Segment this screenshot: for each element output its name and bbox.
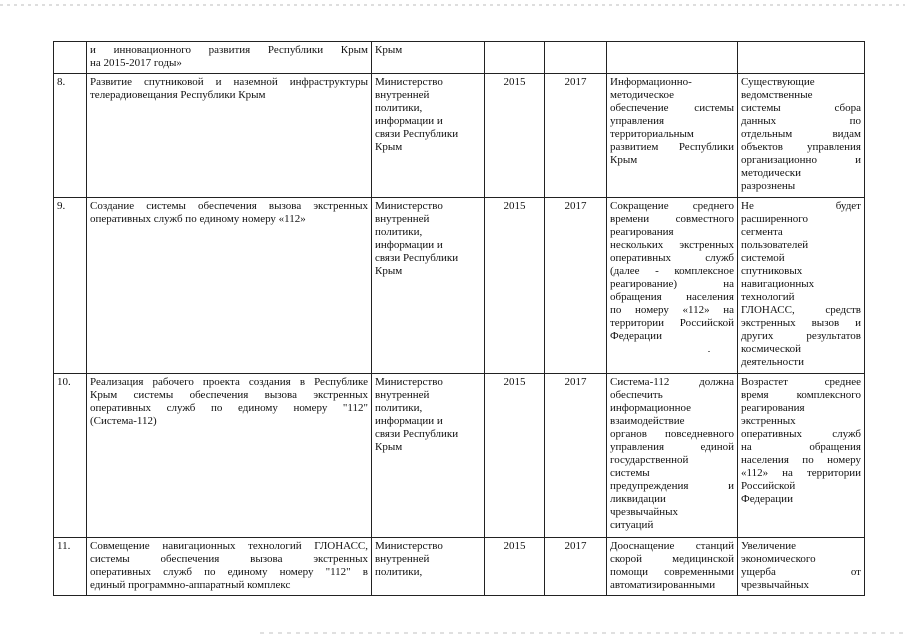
executor-cell — [372, 538, 485, 596]
result-line: предупреждения и — [610, 480, 734, 492]
effect-line: Увеличение — [741, 540, 797, 552]
effect-line: «112» на территории — [741, 467, 861, 479]
exec-line: Министерство — [375, 76, 443, 88]
effect-line: деятельности — [741, 356, 804, 368]
measure-title-cell — [87, 538, 372, 596]
expected-result-cell — [607, 198, 738, 374]
result-line: системы — [610, 467, 650, 479]
result-line: территориальным — [610, 128, 694, 140]
title-line: (Система-112) — [90, 415, 157, 427]
effect-line: системой — [741, 252, 785, 264]
row-number-cell: 8. — [54, 74, 87, 198]
result-line: времени совместного — [610, 213, 734, 225]
result-line: Дооснащение станций — [610, 540, 734, 552]
exec-line: Министерство — [375, 376, 443, 388]
consequence-cell — [738, 374, 865, 538]
effect-line: организационно и — [741, 154, 861, 166]
start-year-cell: 2015 — [485, 74, 545, 198]
title-line: оперативных служб по единому номеру "112" — [90, 402, 368, 414]
effect-line: Возрастет среднее — [741, 376, 861, 388]
result-line: Федерации — [610, 330, 662, 342]
exec-line: политики, — [375, 102, 423, 114]
effect-line: ущерба от — [741, 566, 861, 578]
result-line: информационное — [610, 402, 692, 414]
end-year-cell: 2017 — [545, 74, 607, 198]
exec-line: информации и — [375, 115, 443, 127]
effect-line: спутниковых — [741, 265, 803, 277]
effect-line: ведомственные — [741, 89, 813, 101]
exec-line: связи Республики — [375, 252, 459, 264]
table-body — [54, 42, 865, 596]
exec-line: Министерство — [375, 200, 443, 212]
title-line: системы обеспечения вызова экстренных — [90, 553, 368, 565]
exec-line: внутренней — [375, 389, 430, 401]
expected-result-cell — [607, 538, 738, 596]
start-year-cell: 2015 — [485, 374, 545, 538]
result-line: ситуаций — [610, 519, 654, 531]
end-year-cell — [545, 42, 607, 74]
exec-line: политики, — [375, 402, 423, 414]
result-line: органов повседневного — [610, 428, 734, 440]
measure-title-cell — [87, 198, 372, 374]
measure-title-cell — [87, 74, 372, 198]
result-line: Информационно- — [610, 76, 692, 88]
effect-line: экономического — [741, 553, 816, 565]
result-line: ликвидации — [610, 493, 666, 505]
title-line: телерадиовещания Республики Крым — [90, 89, 266, 101]
start-year-cell — [485, 42, 545, 74]
effect-line: населения по номеру — [741, 454, 861, 466]
effect-line: Федерации — [741, 493, 793, 505]
measure-title-cell — [87, 374, 372, 538]
effect-line: на обращения — [741, 441, 861, 453]
exec-line: Министерство — [375, 540, 443, 552]
result-line: скорой медицинской — [610, 553, 734, 565]
expected-result-cell — [607, 374, 738, 538]
executor-cell — [372, 198, 485, 374]
exec-line: информации и — [375, 239, 443, 251]
exec-line: внутренней — [375, 89, 430, 101]
result-line: развитием Республики — [610, 141, 734, 153]
table-row — [54, 198, 865, 374]
title-line: единый программно-аппаратный комплекс — [90, 579, 291, 591]
title-line: Реализация рабочего проекта создания в Республике — [90, 376, 368, 388]
title-line: Создание системы обеспечения вызова экстренных — [90, 200, 368, 212]
result-line: обеспечить — [610, 389, 663, 401]
exec-line: связи Республики — [375, 428, 459, 440]
row-number-cell: 10. — [54, 374, 87, 538]
exec-line: Крым — [375, 441, 403, 453]
title-line: Развитие спутниковой и наземной инфраструктуры — [90, 76, 368, 88]
executor-cell — [372, 74, 485, 198]
exec-line: политики, — [375, 566, 423, 578]
consequence-cell — [738, 538, 865, 596]
effect-line: методически — [741, 167, 801, 179]
effect-line: экстренных — [741, 415, 796, 427]
effect-line: расширенного — [741, 213, 809, 225]
effect-line: системы сбора — [741, 102, 861, 114]
title-line: на 2015-2017 годы» — [90, 57, 182, 69]
end-year-cell: 2017 — [545, 198, 607, 374]
effect-line: Российской — [741, 480, 796, 492]
result-line: взаимодействие — [610, 415, 685, 427]
scan-artifact-bottom — [260, 632, 905, 634]
effect-line: навигационных — [741, 278, 815, 290]
row-number-cell: 9. — [54, 198, 87, 374]
result-line: по номеру «112» на — [610, 304, 734, 316]
effect-line: других результатов — [741, 330, 861, 342]
result-line: обеспечение системы — [610, 102, 734, 114]
effect-line: чрезвычайных — [741, 579, 810, 591]
effect-line: отдельным видам — [741, 128, 861, 140]
result-line: управления — [610, 115, 665, 127]
scan-artifact-top — [0, 4, 905, 6]
result-line: территории Российской — [610, 317, 734, 329]
result-line: реагирование) на — [610, 278, 734, 290]
table-row — [54, 374, 865, 538]
effect-line: объектов управления — [741, 141, 861, 153]
effect-line: сегмента — [741, 226, 783, 238]
result-line: государственной — [610, 454, 689, 466]
expected-result-cell — [607, 74, 738, 198]
result-line: методическое — [610, 89, 675, 101]
table-row — [54, 42, 865, 74]
scan-speck — [708, 351, 710, 352]
effect-line: данных по — [741, 115, 861, 127]
title-line: и инновационного развития Республики Крым — [90, 44, 368, 56]
result-line: реагирования — [610, 226, 674, 238]
exec-line: связи Республики — [375, 128, 459, 140]
result-line: управления единой — [610, 441, 734, 453]
table-row — [54, 74, 865, 198]
expected-result-cell — [607, 42, 738, 74]
executor-cell — [372, 374, 485, 538]
effect-line: разрознены — [741, 180, 796, 192]
result-line: (далее - комплексное — [610, 265, 734, 277]
result-line: Крым — [610, 154, 638, 166]
title-line: Совмещение навигационных технологий ГЛОНАСС, — [90, 540, 368, 552]
effect-line: экстренных вызов и — [741, 317, 861, 329]
result-line: обращения населения — [610, 291, 734, 303]
exec-line: Крым — [375, 44, 403, 56]
exec-line: Крым — [375, 141, 403, 153]
exec-line: политики, — [375, 226, 423, 238]
exec-line: Крым — [375, 265, 403, 277]
end-year-cell: 2017 — [545, 538, 607, 596]
effect-line: Существующие — [741, 76, 815, 88]
exec-line: внутренней — [375, 213, 430, 225]
result-line: помощи современными — [610, 566, 734, 578]
effect-line: реагирования — [741, 402, 805, 414]
consequence-cell — [738, 74, 865, 198]
program-measures-table — [53, 41, 865, 596]
effect-line: оперативных служб — [741, 428, 861, 440]
start-year-cell: 2015 — [485, 538, 545, 596]
result-line: оперативных служб — [610, 252, 734, 264]
effect-line: технологий — [741, 291, 795, 303]
row-number-cell — [54, 42, 87, 74]
executor-cell — [372, 42, 485, 74]
effect-line: ГЛОНАСС, средств — [741, 304, 861, 316]
title-line: оперативных служб по единому номеру "112" в — [90, 566, 368, 578]
result-line: автоматизированными — [610, 579, 716, 591]
effect-line: космической — [741, 343, 802, 355]
effect-line: пользователей — [741, 239, 809, 251]
exec-line: внутренней — [375, 553, 430, 565]
effect-line: Не будет — [741, 200, 861, 212]
end-year-cell: 2017 — [545, 374, 607, 538]
exec-line: информации и — [375, 415, 443, 427]
result-line: нескольких экстренных — [610, 239, 734, 251]
result-line: чрезвычайных — [610, 506, 679, 518]
table-row — [54, 538, 865, 596]
title-line: Крым системы обеспечения вызова экстренных — [90, 389, 368, 401]
start-year-cell: 2015 — [485, 198, 545, 374]
consequence-cell — [738, 198, 865, 374]
measure-title-cell — [87, 42, 372, 74]
effect-line: время комплексного — [741, 389, 861, 401]
result-line: Система-112 должна — [610, 376, 734, 388]
row-number-cell: 11. — [54, 538, 87, 596]
result-line: Сокращение среднего — [610, 200, 734, 212]
title-line: оперативных служб по единому номеру «112» — [90, 213, 306, 225]
consequence-cell — [738, 42, 865, 74]
